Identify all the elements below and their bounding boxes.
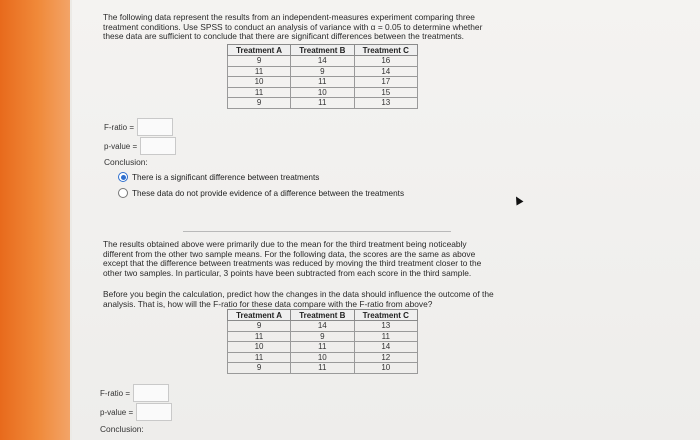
table-cell: 10 <box>228 342 291 353</box>
explanation-line-4: other two samples. In particular, 3 points have been subtracted from each score in the third sample. <box>103 267 472 278</box>
option-significant-label: There is a significant difference between treatments <box>132 172 320 182</box>
table-cell: 14 <box>354 342 417 353</box>
explanation-line-3: except that the difference between treatments was reduced by moving the third treatment closer to the <box>103 258 482 269</box>
intro-paragraph <box>103 13 533 42</box>
intro-line-1: The following data represent the results from an independent-measures experiment comparing three <box>103 12 475 22</box>
table-cell: 10 <box>291 87 354 98</box>
radio-unselected-icon[interactable] <box>118 188 128 198</box>
p-value-row-2 <box>100 403 172 421</box>
table-cell: 11 <box>291 342 354 353</box>
table2-row <box>228 342 418 353</box>
table-cell: 15 <box>354 87 417 98</box>
table2-header-b: Treatment B <box>291 310 354 321</box>
intro-line-3: these data are sufficient to conclude that there are significant differences between the treatments. <box>103 31 464 42</box>
table1-row <box>228 87 418 98</box>
conclusion-label-1: Conclusion: <box>104 157 148 167</box>
table-cell: 11 <box>291 98 354 109</box>
table1-row <box>228 66 418 77</box>
prediction-question <box>103 290 543 309</box>
question-line-1: Before you begin the calculation, predict how the changes in the data should influence the outcome of the <box>103 289 494 299</box>
p-value-row-1 <box>104 137 176 155</box>
table-cell: 9 <box>291 331 354 342</box>
table-cell: 10 <box>291 352 354 363</box>
option-no-evidence-label: These data do not provide evidence of a difference between the treatments <box>132 188 405 198</box>
table-cell: 11 <box>228 352 291 363</box>
table-cell: 16 <box>354 56 417 67</box>
option-no-evidence[interactable] <box>118 188 404 198</box>
explanation-paragraph <box>103 240 533 278</box>
table-cell: 11 <box>228 331 291 342</box>
table-cell: 11 <box>291 77 354 88</box>
table-cell: 10 <box>354 363 417 374</box>
table1-header-c: Treatment C <box>354 45 417 56</box>
option-significant[interactable] <box>118 172 319 182</box>
table-cell: 9 <box>228 98 291 109</box>
p-value-label-2: p-value = <box>100 407 134 417</box>
table-cell: 9 <box>291 66 354 77</box>
table1-row <box>228 98 418 109</box>
f-ratio-label-1: F-ratio = <box>104 122 135 132</box>
p-value-input-2[interactable] <box>136 403 172 421</box>
intro-line-2: treatment conditions. Use SPSS to conduct an analysis of variance with α = 0.05 to determine whether <box>103 21 483 32</box>
table2-row <box>228 352 418 363</box>
table2-row <box>228 331 418 342</box>
p-value-label-1: p-value = <box>104 141 138 151</box>
section-divider <box>183 231 451 232</box>
f-ratio-input-1[interactable] <box>137 118 173 136</box>
table2-header-c: Treatment C <box>354 310 417 321</box>
p-value-input-1[interactable] <box>140 137 176 155</box>
table1-row <box>228 77 418 88</box>
table-cell: 11 <box>354 331 417 342</box>
table-cell: 14 <box>354 66 417 77</box>
table1-row <box>228 56 418 67</box>
explanation-line-2: different from the other two sample means. For the following data, the scores are the same as above <box>103 248 476 259</box>
table1-header-a: Treatment A <box>228 45 291 56</box>
f-ratio-input-2[interactable] <box>133 384 169 402</box>
table-cell: 9 <box>228 321 291 332</box>
table-cell: 14 <box>291 321 354 332</box>
f-ratio-label-2: F-ratio = <box>100 388 131 398</box>
radio-selected-icon[interactable] <box>118 172 128 182</box>
table2-row <box>228 363 418 374</box>
table-cell: 11 <box>228 87 291 98</box>
f-ratio-row-1 <box>104 118 173 136</box>
f-ratio-row-2 <box>100 384 169 402</box>
table-cell: 11 <box>291 363 354 374</box>
table2-row <box>228 321 418 332</box>
explanation-line-1: The results obtained above were primarily due to the mean for the third treatment being noticeably <box>103 239 467 249</box>
table-cell: 14 <box>291 56 354 67</box>
table-cell: 12 <box>354 352 417 363</box>
table-cell: 9 <box>228 363 291 374</box>
table2-header-a: Treatment A <box>228 310 291 321</box>
table-cell: 13 <box>354 321 417 332</box>
table-cell: 10 <box>228 77 291 88</box>
table1-header-b: Treatment B <box>291 45 354 56</box>
data-table-1 <box>227 44 418 109</box>
conclusion-label-2: Conclusion: <box>100 424 144 434</box>
table-cell: 11 <box>228 66 291 77</box>
left-accent-strip <box>0 0 70 440</box>
table-cell: 13 <box>354 98 417 109</box>
question-line-2: analysis. That is, how will the F-ratio for these data compare with the F-ratio from above? <box>103 298 433 309</box>
table-cell: 9 <box>228 56 291 67</box>
data-table-2 <box>227 309 418 374</box>
table-cell: 17 <box>354 77 417 88</box>
